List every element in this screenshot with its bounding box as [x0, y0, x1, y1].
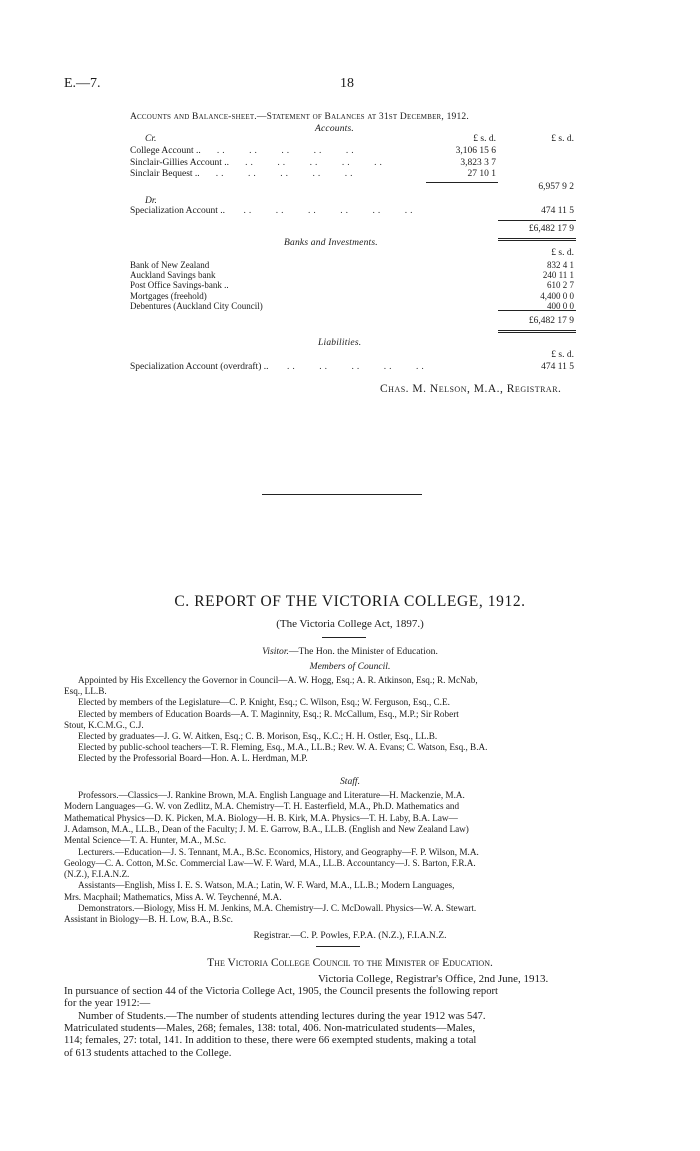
visitor-label: Visitor.	[262, 646, 289, 657]
staff-line: J. Adamson, M.A., LL.B., Dean of the Faculty; J. M. E. Garrow, B.A., LL.B. (English and New Zealand Law)	[64, 823, 469, 834]
total-rule-top	[498, 220, 576, 221]
specialization-account-value: 474 11 5	[541, 206, 574, 216]
council-line: Elected by public-school teachers—T. R. Fleming, Esq., M.A., LL.B.; Rev. W. A. Evans; C. Watson, Esq., B.A.	[78, 742, 488, 753]
council-line: Elected by members of the Legislature—C. P. Knight, Esq.; C. Wilson, Esq.; W. Ferguson, Esq., C.E.	[78, 697, 450, 708]
staff-line: (N.Z.), F.I.A.N.Z.	[64, 869, 130, 880]
staff-line: Geology—C. A. Cotton, M.Sc. Commercial Law—W. F. Ward, M.A., LL.B. Accountancy—J. S. Barton, F.R.A.	[64, 857, 476, 868]
bank-value: 610 2 7	[547, 280, 574, 291]
letter-line: for the year 1912:—	[64, 998, 151, 1010]
section-separator	[262, 494, 422, 495]
bank-label: Auckland Savings bank	[130, 270, 216, 281]
accounts-title: Accounts and Balance-sheet.—Statement of Balances at 31st December, 1912.	[130, 112, 469, 122]
letter-line: of 613 students attached to the College.	[64, 1047, 232, 1059]
bank-label: Mortgages (freehold)	[130, 290, 207, 301]
account-label: Sinclair-Gillies Account ..	[130, 157, 230, 168]
account-row	[130, 158, 385, 168]
specialization-account-text: Specialization Account ..	[130, 206, 225, 216]
council-heading: Members of Council.	[309, 661, 391, 672]
total-rule-bottom-2	[498, 240, 576, 241]
account-value: 3,106 15 6	[455, 146, 496, 156]
council-line: Elected by the Professorial Board—Hon. A. L. Herdman, M.P.	[78, 753, 308, 764]
liability-label: Specialization Account (overdraft) ..	[130, 362, 269, 372]
account-label: Sinclair Bequest ..	[130, 169, 200, 179]
staff-line: Lecturers.—Education—J. S. Tennant, M.A., B.Sc. Economics, History, and Geography—F. P. Wilson, M.A.	[78, 846, 479, 857]
registrar-line: Registrar.—C. P. Powles, F.P.A. (N.Z.), F.I.A.N.Z.	[253, 930, 447, 941]
bank-row	[130, 301, 263, 311]
bank-label: Debentures (Auckland City Council)	[130, 300, 263, 311]
letter-line: In pursuance of section 44 of the Victoria College Act, 1905, the Council presents the following report	[64, 986, 498, 997]
total-2-rule-bottom-1	[498, 330, 576, 331]
staff-line: Assistants—English, Miss I. E. S. Watson, M.A.; Latin, W. F. Ward, M.A., LL.B.; Modern Languages,	[78, 880, 455, 891]
bank-row	[130, 270, 216, 280]
subtitle-rule	[322, 637, 366, 638]
council-line: Elected by members of Education Boards—A. T. Maginnity, Esq.; R. McCallum, Esq., M.P.; Sir Robert	[78, 708, 459, 719]
total-2-rule-bottom-2	[498, 332, 576, 333]
bank-value: 4,400 0 0	[540, 290, 574, 301]
letter-line: Matriculated students—Males, 268; females, 138: total, 406. Non-matriculated students—Males,	[64, 1022, 476, 1034]
letter-place-date: Victoria College, Registrar's Office, 2nd June, 1913.	[318, 973, 549, 985]
registrar-signature: Chas. M. Nelson, M.A., Registrar.	[380, 383, 562, 395]
column-header-right: £ s. d.	[551, 134, 574, 144]
council-line: Esq., LL.B.	[64, 686, 107, 697]
accounts-subheading: Accounts.	[315, 124, 354, 134]
column-header-banks: £ s. d.	[551, 248, 574, 258]
staff-heading: Staff.	[340, 776, 360, 787]
account-value: 27 10 1	[467, 169, 496, 179]
council-line: Elected by graduates—J. G. W. Aitken, Esq.; C. B. Morison, Esq., K.C.; H. H. Ostler, Esq., LL.B.	[78, 731, 438, 741]
bank-row	[130, 260, 209, 270]
leader-dots: .. .. .. .. ..	[199, 169, 356, 179]
cr-label: Cr.	[145, 134, 157, 144]
report-title: C. REPORT OF THE VICTORIA COLLEGE, 1912.	[174, 593, 526, 610]
staff-line: Mathematical Physics—D. K. Picken, M.A. Biology—H. B. Kirk, M.A. Physics—T. H. Laby, B.A. Law—	[64, 812, 458, 823]
subtotal-rule	[426, 182, 498, 183]
leader-dots: .. .. .. .. .. ..	[227, 206, 416, 216]
liability-row	[130, 362, 427, 372]
bank-row	[130, 280, 229, 290]
letter-line: 114; females, 27: total, 141. In addition to these, there were 66 exempted students, making a total	[64, 1035, 477, 1047]
page-number: 18	[340, 76, 354, 91]
total-2: £6,482 17 9	[528, 316, 574, 326]
council-line: Appointed by His Excellency the Governor in Council—A. W. Hogg, Esq.; A. R. Atkinson, Esq.; R. McNab,	[78, 675, 478, 685]
leader-dots: .. .. .. .. ..	[200, 146, 357, 156]
bank-label: Post Office Savings-bank ..	[130, 280, 229, 291]
specialization-account-label	[130, 206, 415, 216]
leader-dots: .. .. .. .. ..	[229, 157, 385, 168]
liabilities-subheading: Liabilities.	[318, 338, 362, 348]
report-subtitle: (The Victoria College Act, 1897.)	[276, 618, 424, 630]
total-rule-bottom-1	[498, 238, 576, 239]
account-value: 3,823 3 7	[460, 157, 496, 168]
visitor-text: —The Hon. the Minister of Education.	[288, 646, 438, 657]
council-line: Stout, K.C.M.G., C.J.	[64, 719, 144, 730]
total-rule-top-2	[498, 310, 576, 311]
staff-line: Modern Languages—G. W. von Zedlitz, M.A. Chemistry—T. H. Easterfield, M.A., Ph.D. Mathematics and	[64, 801, 460, 812]
document-reference: E.—7.	[64, 76, 101, 91]
banks-subheading: Banks and Investments.	[284, 238, 378, 248]
staff-line: Assistant in Biology—B. H. Low, B.A., B.Sc.	[64, 914, 233, 925]
column-header-liabilities: £ s. d.	[551, 350, 574, 360]
bank-value: 240 11 1	[542, 270, 574, 281]
bank-row	[130, 291, 207, 301]
staff-line: Professors.—Classics—J. Rankine Brown, M.A. English Language and Literature—H. Mackenzie, M.A.	[78, 790, 465, 800]
letter-line: Number of Students.—The number of students attending lectures during the year 1912 was 547.	[78, 1010, 486, 1022]
account-row	[130, 146, 357, 156]
registrar-rule	[316, 946, 360, 947]
account-label: College Account ..	[130, 146, 201, 156]
column-header-left: £ s. d.	[473, 134, 496, 144]
visitor-line	[0, 646, 700, 657]
staff-line: Mrs. Macphail; Mathematics, Miss A. W. Teychenné, M.A.	[64, 891, 282, 902]
account-row	[130, 169, 356, 179]
total-1: £6,482 17 9	[528, 224, 574, 234]
staff-line: Demonstrators.—Biology, Miss H. M. Jenkins, M.A. Chemistry—J. C. McDowall. Physics—W. A. Stewart.	[78, 903, 477, 913]
bank-value: 400 0 0	[547, 300, 574, 311]
staff-line: Mental Science—T. A. Hunter, M.A., M.Sc.	[64, 835, 226, 846]
dr-label: Dr.	[145, 196, 157, 206]
liability-value: 474 11 5	[541, 362, 574, 372]
bank-value: 832 4 1	[547, 260, 574, 270]
leader-dots: .. .. .. .. ..	[270, 362, 427, 372]
subtotal-1: 6,957 9 2	[538, 182, 574, 192]
bank-label: Bank of New Zealand	[130, 260, 210, 270]
letter-heading: The Victoria College Council to the Minister of Education.	[207, 957, 493, 969]
